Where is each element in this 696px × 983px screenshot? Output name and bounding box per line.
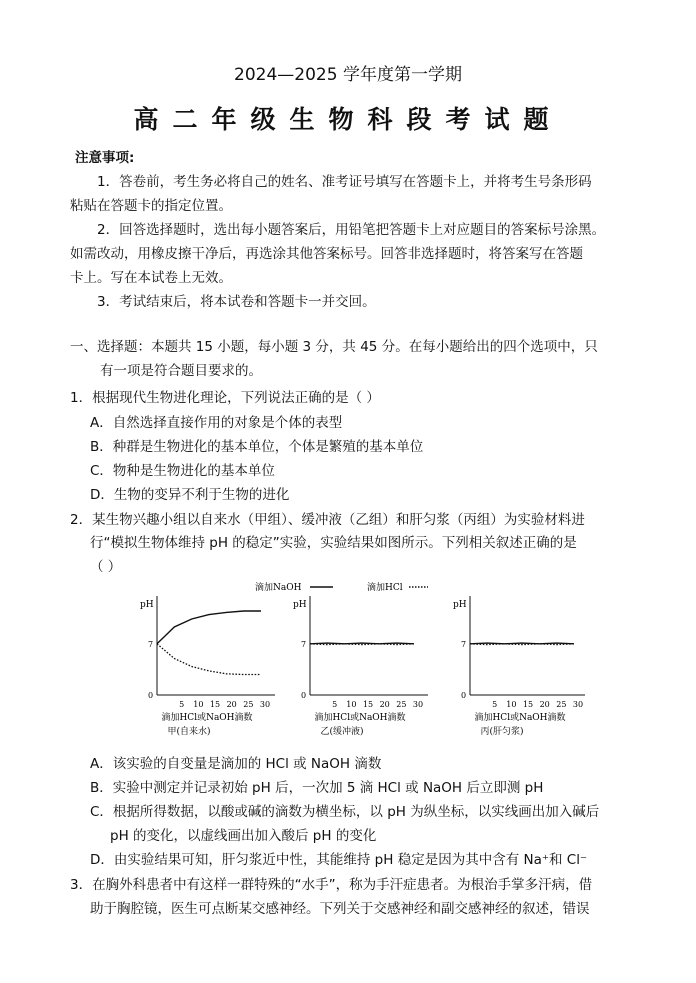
panel-caption: 乙(缓冲液) — [320, 727, 364, 737]
x-axis-title: 滴加HCl或NaOH滴数 — [161, 713, 253, 723]
naoh-series-line — [157, 611, 261, 644]
x-axis-title: 滴加HCl或NaOH滴数 — [314, 713, 406, 723]
y-tick-label: 0 — [148, 691, 154, 700]
legend-hcl-label: 滴加HCl — [367, 583, 403, 593]
x-tick-label: 25 — [243, 700, 254, 709]
y-axis-label: pH — [293, 600, 307, 610]
notice-line: 如需改动，用橡皮擦干净后，再选涂其他答案标号。回答非选择题时，将答案写在答题 — [70, 246, 583, 262]
y-tick-label: 7 — [148, 639, 154, 649]
exam-title: 高二年级生物科段考试题 — [133, 105, 563, 134]
naoh-series-line — [470, 643, 574, 644]
question-1-option-d: D．生物的变异不利于生物的进化 — [90, 487, 290, 503]
hcl-series-line — [157, 644, 261, 675]
notice-line: 粘贴在答题卡的指定位置。 — [70, 198, 232, 214]
ph-experiment-figure — [135, 578, 585, 743]
ph-chart-svg — [135, 578, 585, 743]
x-axis-title: 滴加HCl或NaOH滴数 — [474, 713, 566, 723]
x-tick-label: 20 — [226, 700, 237, 709]
x-tick-label: 15 — [522, 700, 534, 709]
x-tick-label: 25 — [556, 700, 567, 709]
x-tick-label: 5 — [492, 700, 498, 709]
question-2-stem: 2．某生物兴趣小组以自来水（甲组）、缓冲液（乙组）和肝匀浆（丙组）为实验材料进 — [70, 512, 585, 528]
hcl-series-line — [470, 644, 574, 645]
x-tick-label: 10 — [506, 700, 517, 709]
x-tick-label: 10 — [346, 700, 357, 709]
y-tick-label: 0 — [301, 691, 307, 700]
x-tick-label: 25 — [396, 700, 407, 709]
question-3-stem-cont: 助于胸腔镜，医生可点断某交感神经。下列关于交感神经和副交感神经的叙述，错误 — [90, 901, 590, 917]
question-1-stem: 1．根据现代生物进化理论，下列说法正确的是（ ） — [70, 390, 380, 406]
naoh-series-line — [310, 643, 414, 644]
y-tick-label: 7 — [461, 639, 467, 649]
question-1-option-c: C．物种是生物进化的基本单位 — [90, 463, 275, 479]
y-tick-label: 7 — [301, 639, 307, 649]
hcl-series-line — [310, 644, 414, 645]
x-tick-label: 20 — [379, 700, 390, 709]
question-2-option-c: C．根据所得数据，以酸或碱的滴数为横坐标，以 pH 为纵坐标，以实线画出加入碱后 — [90, 804, 600, 820]
question-2-option-a: A．该实验的自变量是滴加的 HCl 或 NaOH 滴数 — [90, 756, 382, 772]
x-tick-label: 10 — [193, 700, 204, 709]
question-2-answer-paren: （ ） — [90, 559, 122, 575]
exam-year: 2024—2025 学年度第一学期 — [234, 65, 462, 85]
panel-caption: 甲(自来水) — [167, 727, 211, 737]
x-tick-label: 5 — [179, 700, 185, 709]
x-tick-label: 15 — [362, 700, 374, 709]
notice-line: 2．回答选择题时，选出每小题答案后，用铅笔把答题卡上对应题目的答案标号涂黑。 — [97, 222, 606, 238]
notice-line: 3．考试结束后，将本试卷和答题卡一并交回。 — [97, 294, 376, 310]
x-tick-label: 5 — [332, 700, 338, 709]
section-heading: 一、选择题：本题共 15 小题，每小题 3 分，共 45 分。在每小题给出的四个选项中，只 — [70, 339, 598, 355]
question-2-option-b: B．实验中测定并记录初始 pH 后，一次加 5 滴 HCl 或 NaOH 后立即测 pH — [90, 780, 544, 796]
question-2-stem-cont: 行“模拟生物体维持 pH 的稳定”实验，实验结果如图所示。下列相关叙述正确的是 — [90, 535, 577, 551]
panel-caption: 丙(肝匀浆) — [480, 727, 524, 737]
notice-heading: 注意事项: — [75, 150, 135, 166]
legend-naoh-label: 滴加NaOH — [255, 583, 302, 593]
x-tick-label: 20 — [539, 700, 550, 709]
x-tick-label: 30 — [259, 700, 271, 709]
notice-line: 1．答卷前，考生务必将自己的姓名、准考证号填写在答题卡上，并将考生号条形码 — [97, 174, 592, 190]
section-heading-cont: 有一项是符合题目要求的。 — [100, 363, 262, 379]
question-1-option-a: A．自然选择直接作用的对象是个体的表型 — [90, 415, 343, 431]
question-3-stem: 3．在胸外科患者中有这样一群特殊的“水手”，称为手汗症患者。为根治手掌多汗病，借 — [70, 877, 593, 893]
y-axis-label: pH — [453, 600, 467, 610]
question-2-option-d: D．由实验结果可知，肝匀浆近中性，其能维持 pH 稳定是因为其中含有 Na⁺和 Cl⁻ — [90, 852, 588, 868]
question-1-option-b: B．种群是生物进化的基本单位，个体是繁殖的基本单位 — [90, 439, 424, 455]
x-tick-label: 15 — [209, 700, 221, 709]
x-tick-label: 30 — [412, 700, 424, 709]
question-2-option-c-cont: pH 的变化，以虚线画出加入酸后 pH 的变化 — [110, 828, 377, 844]
notice-line: 卡上。写在本试卷上无效。 — [70, 270, 232, 286]
x-tick-label: 30 — [572, 700, 584, 709]
y-axis-label: pH — [140, 600, 154, 610]
y-tick-label: 0 — [461, 691, 467, 700]
